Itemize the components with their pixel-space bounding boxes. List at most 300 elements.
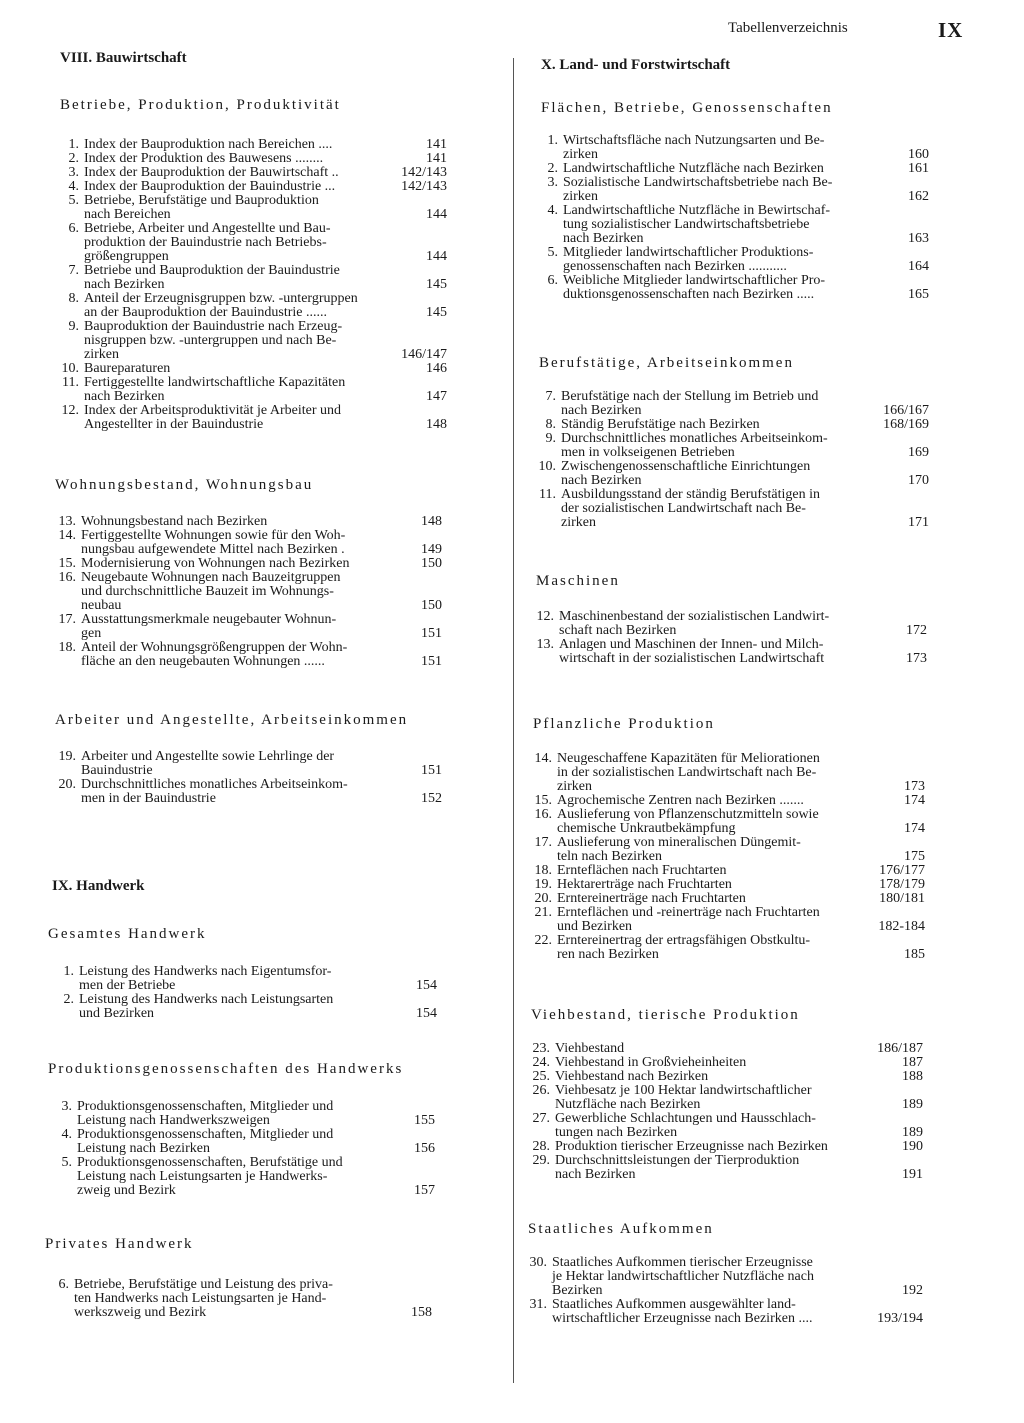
toc-page-ref: 142/143 xyxy=(401,165,447,180)
toc-entry xyxy=(52,613,442,641)
toc-entry-number: 31. xyxy=(529,1297,547,1312)
toc-entry xyxy=(534,176,929,204)
toc-entry-line-text: Maschinenbestand der sozialistischen Landwirt- xyxy=(559,609,830,624)
toc-entry-line xyxy=(555,1098,923,1112)
toc-entry-line xyxy=(563,162,929,176)
toc-entry-text xyxy=(557,878,925,892)
toc-entry-line-text: Staatliches Aufkommen ausgewählter land- xyxy=(552,1297,796,1312)
toc-entry-line xyxy=(561,404,929,418)
toc-entry-text xyxy=(81,529,442,557)
toc-entry-text xyxy=(81,778,442,806)
leader-space xyxy=(170,362,418,376)
toc-entry-number: 13. xyxy=(58,514,76,529)
toc-entry-list xyxy=(528,752,925,962)
toc-page-ref: 168/169 xyxy=(883,417,929,432)
toc-entry-number: 1. xyxy=(68,137,79,152)
toc-entry-line xyxy=(557,920,925,934)
toc-entry-text xyxy=(81,750,442,778)
toc-entry-line-text: Erntereinertrag der ertragsfähigen Obstkultu- xyxy=(557,933,811,948)
toc-entry xyxy=(534,246,929,274)
toc-entry-text xyxy=(79,993,437,1021)
leader-space xyxy=(812,1312,869,1326)
toc-entry-line xyxy=(84,138,447,152)
toc-entry xyxy=(52,778,442,806)
toc-page-ref: 173 xyxy=(906,651,927,666)
toc-entry-line xyxy=(84,208,447,222)
toc-entry xyxy=(528,892,925,906)
toc-entry-line-text: Arbeiter und Angestellte sowie Lehrlinge der xyxy=(81,749,335,764)
toc-entry-number: 8. xyxy=(68,291,79,306)
toc-entry-text xyxy=(555,1140,923,1154)
section-heading: Berufstätige, Arbeitseinkommen xyxy=(539,355,794,371)
toc-entry-number: 19. xyxy=(534,877,552,892)
toc-entry-line-text: tungen nach Bezirken xyxy=(555,1125,678,1140)
toc-entry-line-text: Index der Bauproduktion nach Bereichen .... xyxy=(84,137,333,152)
toc-entry-line-text: nach Bezirken xyxy=(555,1167,636,1182)
toc-entry-text xyxy=(81,571,442,613)
toc-entry-number: 20. xyxy=(58,777,76,792)
leader-space xyxy=(332,138,418,152)
toc-entry-number: 18. xyxy=(534,863,552,878)
toc-entry xyxy=(526,1140,923,1154)
toc-entry-number: 4. xyxy=(547,203,558,218)
toc-page-ref: 154 xyxy=(416,978,437,993)
toc-page-ref: 151 xyxy=(421,763,442,778)
toc-entry-line-text: Viehbestand in Großvieheinheiten xyxy=(555,1055,747,1070)
toc-page-ref: 174 xyxy=(904,793,925,808)
toc-entry-line xyxy=(557,836,925,850)
toc-entry-text xyxy=(555,1042,923,1056)
leader-space xyxy=(746,892,871,906)
leader-space xyxy=(596,516,900,530)
toc-entry-number: 11. xyxy=(539,487,556,502)
toc-entry-line xyxy=(555,1140,923,1154)
toc-entry-line-text: Nutzfläche nach Bezirken xyxy=(555,1097,701,1112)
leader-space xyxy=(726,864,871,878)
toc-entry-line-text: Ausstattungsmerkmale neugebauter Wohnun- xyxy=(81,612,337,627)
toc-entry-line xyxy=(81,778,442,792)
leader-space xyxy=(263,418,418,432)
leader-space xyxy=(804,794,896,808)
toc-entry-line xyxy=(81,543,442,557)
toc-page-ref: 178/179 xyxy=(879,877,925,892)
toc-entry-line xyxy=(81,599,442,613)
toc-entry xyxy=(526,1056,923,1070)
toc-entry-text xyxy=(561,418,929,432)
toc-entry-text xyxy=(557,934,925,962)
toc-entry-line xyxy=(77,1128,435,1142)
toc-entry xyxy=(55,222,447,264)
toc-entry-text xyxy=(84,264,447,292)
section-heading: Wohnungsbestand, Wohnungsbau xyxy=(55,477,314,493)
toc-page-ref: 157 xyxy=(414,1183,435,1198)
toc-entry xyxy=(530,638,927,666)
toc-entry-line xyxy=(81,627,442,641)
toc-entry-text xyxy=(563,204,929,246)
toc-entry xyxy=(55,320,447,362)
toc-entry xyxy=(52,571,442,613)
toc-entry-line xyxy=(84,236,447,250)
toc-entry-line xyxy=(557,878,925,892)
leader-space xyxy=(267,515,413,529)
toc-entry-line-text: Leistung nach Leistungsarten je Handwerks- xyxy=(77,1169,328,1184)
toc-entry-line-text: Index der Bauproduktion der Bauindustrie ... xyxy=(84,179,336,194)
toc-entry-line xyxy=(561,488,929,502)
toc-entry-number: 5. xyxy=(68,193,79,208)
toc-page-ref: 160 xyxy=(908,147,929,162)
toc-entry-list xyxy=(523,1256,923,1326)
toc-page-ref: 170 xyxy=(908,473,929,488)
toc-entry-line xyxy=(561,432,929,446)
toc-entry xyxy=(48,1100,435,1128)
toc-entry-line xyxy=(555,1168,923,1182)
toc-entry-line-text: Ernteflächen nach Fruchtarten xyxy=(557,863,727,878)
toc-entry-text xyxy=(559,638,927,666)
toc-entry-text xyxy=(84,292,447,320)
toc-entry-line-text: Fertiggestellte landwirtschaftliche Kapazitäten xyxy=(84,375,346,390)
toc-entry-line xyxy=(552,1256,923,1270)
toc-entry-line-text: Viehbestand nach Bezirken xyxy=(555,1069,709,1084)
toc-entry xyxy=(526,1084,923,1112)
toc-entry-line xyxy=(79,965,437,979)
toc-entry-line-text: duktionsgenossenschaften nach Bezirken ..... xyxy=(563,287,815,302)
toc-entry-number: 14. xyxy=(534,751,552,766)
toc-entry-line xyxy=(552,1284,923,1298)
toc-entry xyxy=(52,750,442,778)
toc-entry-line xyxy=(563,274,929,288)
leader-space xyxy=(598,148,900,162)
toc-entry xyxy=(526,1154,923,1182)
toc-entry-text xyxy=(84,376,447,404)
toc-page-ref: 187 xyxy=(902,1055,923,1070)
toc-entry-line xyxy=(563,246,929,260)
toc-page-ref: 149 xyxy=(421,542,442,557)
toc-entry-line xyxy=(561,446,929,460)
toc-entry-line xyxy=(552,1298,923,1312)
toc-entry-line-text: Anteil der Erzeugnisgruppen bzw. -untergruppen xyxy=(84,291,358,306)
toc-entry-line-text: Agrochemische Zentren nach Bezirken ....... xyxy=(557,793,804,808)
toc-entry xyxy=(55,152,447,166)
toc-entry-line-text: Angestellter in der Bauindustrie xyxy=(84,417,264,432)
leader-space xyxy=(677,1126,894,1140)
toc-entry-number: 15. xyxy=(534,793,552,808)
toc-entry xyxy=(52,529,442,557)
toc-entry-line-text: Modernisierung von Wohnungen nach Bezirken xyxy=(81,556,350,571)
leader-space xyxy=(632,920,870,934)
running-header-title: Tabellenverzeichnis xyxy=(728,20,848,36)
toc-entry-line-text: Landwirtschaftliche Nutzfläche nach Bezirken xyxy=(563,161,824,176)
leader-space xyxy=(592,780,896,794)
toc-entry-text xyxy=(84,152,447,166)
chapter-heading: IX. Handwerk xyxy=(52,878,145,894)
toc-entry xyxy=(48,1156,435,1198)
toc-entry-line-text: größengruppen xyxy=(84,249,169,264)
toc-page-ref: 166/167 xyxy=(883,403,929,418)
leader-space xyxy=(339,166,393,180)
toc-entry-text xyxy=(555,1154,923,1182)
leader-space xyxy=(732,878,871,892)
toc-entry xyxy=(52,641,442,669)
toc-entry-line-text: Bauindustrie xyxy=(81,763,153,778)
toc-entry xyxy=(528,752,925,794)
toc-entry-line xyxy=(84,348,447,362)
toc-entry-line xyxy=(559,624,927,638)
toc-entry-text xyxy=(84,180,447,194)
leader-space xyxy=(662,850,896,864)
toc-entry-line-text: gen xyxy=(81,626,102,641)
toc-entry xyxy=(528,878,925,892)
toc-entry-line-text: Durchschnittliches monatliches Arbeitseinkom- xyxy=(561,431,828,446)
toc-page-ref: 148 xyxy=(421,514,442,529)
toc-entry xyxy=(55,362,447,376)
toc-entry-number: 26. xyxy=(532,1083,550,1098)
toc-entry-line-text: Betriebe und Bauproduktion der Bauindustrie xyxy=(84,263,340,278)
leader-space xyxy=(270,1114,406,1128)
toc-page-ref: 169 xyxy=(908,445,929,460)
toc-entry-text xyxy=(559,610,927,638)
toc-entry-line-text: nach Bezirken xyxy=(84,277,165,292)
toc-entry-number: 6. xyxy=(68,221,79,236)
toc-entry-line xyxy=(552,1312,923,1326)
toc-entry-text xyxy=(81,613,442,641)
toc-entry-number: 9. xyxy=(68,319,79,334)
leader-space xyxy=(641,404,875,418)
toc-entry-line xyxy=(559,638,927,652)
toc-entry-line-text: Produktionsgenossenschaften, Mitglieder und xyxy=(77,1099,334,1114)
chapter-heading: X. Land- und Forstwirtschaft xyxy=(541,57,731,73)
toc-entry-line xyxy=(555,1126,923,1140)
toc-entry xyxy=(532,432,929,460)
toc-entry-line xyxy=(555,1042,923,1056)
toc-entry-line xyxy=(81,613,442,627)
toc-entry-line xyxy=(84,166,447,180)
toc-entry-line-text: Produktion tierischer Erzeugnisse nach Bezirken xyxy=(555,1139,828,1154)
page-number: IX xyxy=(938,18,964,42)
toc-entry-number: 12. xyxy=(536,609,554,624)
leader-space xyxy=(828,1140,894,1154)
toc-entry-line xyxy=(84,194,447,208)
toc-entry-line-text: nach Bezirken xyxy=(84,389,165,404)
toc-entry-number: 3. xyxy=(547,175,558,190)
toc-entry-text xyxy=(84,222,447,264)
toc-entry-line-text: Leistung des Handwerks nach Leistungsarten xyxy=(79,992,334,1007)
toc-entry-line xyxy=(555,1056,923,1070)
toc-entry-line xyxy=(81,571,442,585)
toc-entry-text xyxy=(563,176,929,204)
toc-entry xyxy=(523,1298,923,1326)
leader-space xyxy=(760,418,875,432)
toc-page-ref: 171 xyxy=(908,515,929,530)
toc-entry-line-text: wirtschaft in der sozialistischen Landwirtschaft xyxy=(559,651,825,666)
toc-page-ref: 176/177 xyxy=(879,863,925,878)
section-heading: Arbeiter und Angestellte, Arbeitseinkommen xyxy=(55,712,409,728)
section-heading: Gesamtes Handwerk xyxy=(48,926,207,942)
toc-entry-line xyxy=(563,288,929,302)
toc-entry-number: 9. xyxy=(545,431,556,446)
toc-entry-line-text: Index der Produktion des Bauwesens ........ xyxy=(84,151,324,166)
toc-entry-line xyxy=(557,822,925,836)
toc-entry-line xyxy=(561,460,929,474)
toc-entry-number: 2. xyxy=(547,161,558,176)
toc-entry-line-text: werkszweig und Bezirk xyxy=(74,1305,207,1320)
toc-entry-line xyxy=(563,148,929,162)
toc-entry-line xyxy=(561,418,929,432)
section-heading: Viehbestand, tierische Produktion xyxy=(531,1007,800,1023)
toc-entry-line xyxy=(84,376,447,390)
toc-entry xyxy=(526,1042,923,1056)
toc-entry-number: 2. xyxy=(63,992,74,1007)
toc-entry-text xyxy=(561,390,929,418)
toc-entry-text xyxy=(557,864,925,878)
toc-entry-line xyxy=(77,1114,435,1128)
toc-entry-text xyxy=(84,362,447,376)
toc-entry-line xyxy=(552,1270,923,1284)
toc-entry-list xyxy=(50,965,437,1021)
toc-entry-number: 12. xyxy=(61,403,79,418)
toc-entry-line xyxy=(557,934,925,948)
toc-entry-number: 30. xyxy=(529,1255,547,1270)
toc-entry-number: 7. xyxy=(545,389,556,404)
toc-entry-line-text: Leistung nach Handwerkszweigen xyxy=(77,1113,270,1128)
toc-entry xyxy=(526,1070,923,1084)
toc-entry-line xyxy=(555,1070,923,1084)
toc-entry-number: 2. xyxy=(68,151,79,166)
toc-entry-line-text: Fertiggestellte Wohnungen sowie für den Woh- xyxy=(81,528,346,543)
toc-entry-line xyxy=(559,652,927,666)
toc-entry xyxy=(55,194,447,222)
section-heading: Staatliches Aufkommen xyxy=(528,1221,714,1237)
toc-entry-line-text: schaft nach Bezirken xyxy=(559,623,677,638)
toc-entry-line-text: zirken xyxy=(557,779,592,794)
toc-entry-line-text: Ernteflächen und -reinerträge nach Fruchtarten xyxy=(557,905,820,920)
toc-entry-line xyxy=(563,204,929,218)
toc-entry-line-text: chemische Unkrautbekämpfung xyxy=(557,821,736,836)
toc-entry-text xyxy=(74,1278,432,1320)
toc-entry-text xyxy=(84,166,447,180)
section-heading: Pflanzliche Produktion xyxy=(533,716,715,732)
toc-entry-list xyxy=(52,515,442,669)
leader-space xyxy=(746,1056,894,1070)
toc-page-ref: 174 xyxy=(904,821,925,836)
toc-entry-line-text: zirken xyxy=(561,515,596,530)
toc-entry-line-text: Betriebe, Berufstätige und Bauproduktion xyxy=(84,193,319,208)
leader-space xyxy=(216,792,413,806)
toc-entry-line xyxy=(81,764,442,778)
leader-space xyxy=(624,1042,869,1056)
toc-entry-line xyxy=(84,418,447,432)
toc-entry-line xyxy=(77,1142,435,1156)
leader-space xyxy=(735,822,896,836)
toc-page-ref: 155 xyxy=(414,1113,435,1128)
toc-entry-line xyxy=(563,190,929,204)
toc-entry-line xyxy=(563,232,929,246)
toc-entry xyxy=(534,274,929,302)
toc-entry-list xyxy=(534,134,929,302)
toc-entry xyxy=(523,1256,923,1298)
toc-entry xyxy=(532,390,929,418)
toc-page-ref: 150 xyxy=(421,598,442,613)
toc-entry-line-text: Ständig Berufstätige nach Bezirken xyxy=(561,417,760,432)
toc-entry-line xyxy=(557,808,925,822)
toc-entry-line xyxy=(561,474,929,488)
toc-entry-line-text: Viehbestand xyxy=(555,1041,625,1056)
toc-entry-line-text: Ausbildungsstand der ständig Berufstätigen in xyxy=(561,487,820,502)
toc-entry-line xyxy=(81,641,442,655)
toc-entry-list xyxy=(532,390,929,530)
toc-entry-line xyxy=(77,1184,435,1198)
toc-page-ref: 188 xyxy=(902,1069,923,1084)
toc-entry xyxy=(532,488,929,530)
leader-space xyxy=(153,764,413,778)
toc-entry-line xyxy=(84,180,447,194)
toc-entry-line xyxy=(561,516,929,530)
toc-entry-line xyxy=(555,1112,923,1126)
toc-page-ref: 141 xyxy=(426,137,447,152)
toc-entry-text xyxy=(557,836,925,864)
toc-page-ref: 146 xyxy=(426,361,447,376)
toc-entry-line-text: Index der Bauproduktion der Bauwirtschaft .. xyxy=(84,165,339,180)
toc-page-ref: 189 xyxy=(902,1125,923,1140)
section-heading: Maschinen xyxy=(536,573,620,589)
toc-entry-line xyxy=(84,306,447,320)
toc-entry-line xyxy=(557,906,925,920)
leader-space xyxy=(735,446,900,460)
leader-space xyxy=(345,543,413,557)
toc-entry-line-text: nach Bezirken xyxy=(563,231,644,246)
toc-entry-line-text: und Bezirken xyxy=(79,1006,155,1021)
toc-entry-line-text: Mitglieder landwirtschaftlicher Produktions- xyxy=(563,245,814,260)
toc-entry-number: 24. xyxy=(532,1055,550,1070)
toc-page-ref: 190 xyxy=(902,1139,923,1154)
toc-entry xyxy=(52,557,442,571)
toc-entry-line-text: Gewerbliche Schlachtungen und Hausschlach- xyxy=(555,1111,816,1126)
toc-entry-line xyxy=(74,1278,432,1292)
toc-entry-line-text: Staatliches Aufkommen tierischer Erzeugnisse xyxy=(552,1255,813,1270)
toc-entry xyxy=(52,515,442,529)
leader-space xyxy=(824,652,898,666)
toc-entry-line xyxy=(79,979,437,993)
toc-entry-line-text: in der sozialistischen Landwirtschaft nach Be- xyxy=(557,765,817,780)
toc-entry-line xyxy=(84,250,447,264)
leader-space xyxy=(175,979,408,993)
toc-entry-line-text: Erntereinerträge nach Fruchtarten xyxy=(557,891,746,906)
toc-entry-list xyxy=(55,138,447,432)
toc-entry-line-text: an der Bauproduktion der Bauindustrie ...... xyxy=(84,305,328,320)
toc-page-ref: 163 xyxy=(908,231,929,246)
toc-entry xyxy=(55,376,447,404)
toc-page-ref: 164 xyxy=(908,259,929,274)
toc-entry-line-text: Weibliche Mitglieder landwirtschaftlicher Pro- xyxy=(563,273,826,288)
toc-entry-line xyxy=(557,766,925,780)
toc-entry-number: 5. xyxy=(61,1155,72,1170)
toc-entry-line xyxy=(561,390,929,404)
toc-entry-line-text: nach Bereichen xyxy=(84,207,171,222)
toc-entry-list xyxy=(48,1100,435,1198)
toc-entry-line xyxy=(84,152,447,166)
toc-entry-line xyxy=(81,557,442,571)
section-heading: Produktionsgenossenschaften des Handwerks xyxy=(48,1061,404,1077)
toc-entry-text xyxy=(84,138,447,152)
toc-entry-line xyxy=(557,794,925,808)
toc-entry xyxy=(532,460,929,488)
leader-space xyxy=(154,1007,408,1021)
toc-entry-line-text: men in der Bauindustrie xyxy=(81,791,216,806)
chapter-heading: VIII. Bauwirtschaft xyxy=(60,50,187,66)
toc-entry-line xyxy=(79,1007,437,1021)
leader-space xyxy=(327,306,418,320)
toc-entry xyxy=(534,204,929,246)
toc-entry-line-text: und durchschnittliche Bauzeit im Wohnungs- xyxy=(81,584,334,599)
